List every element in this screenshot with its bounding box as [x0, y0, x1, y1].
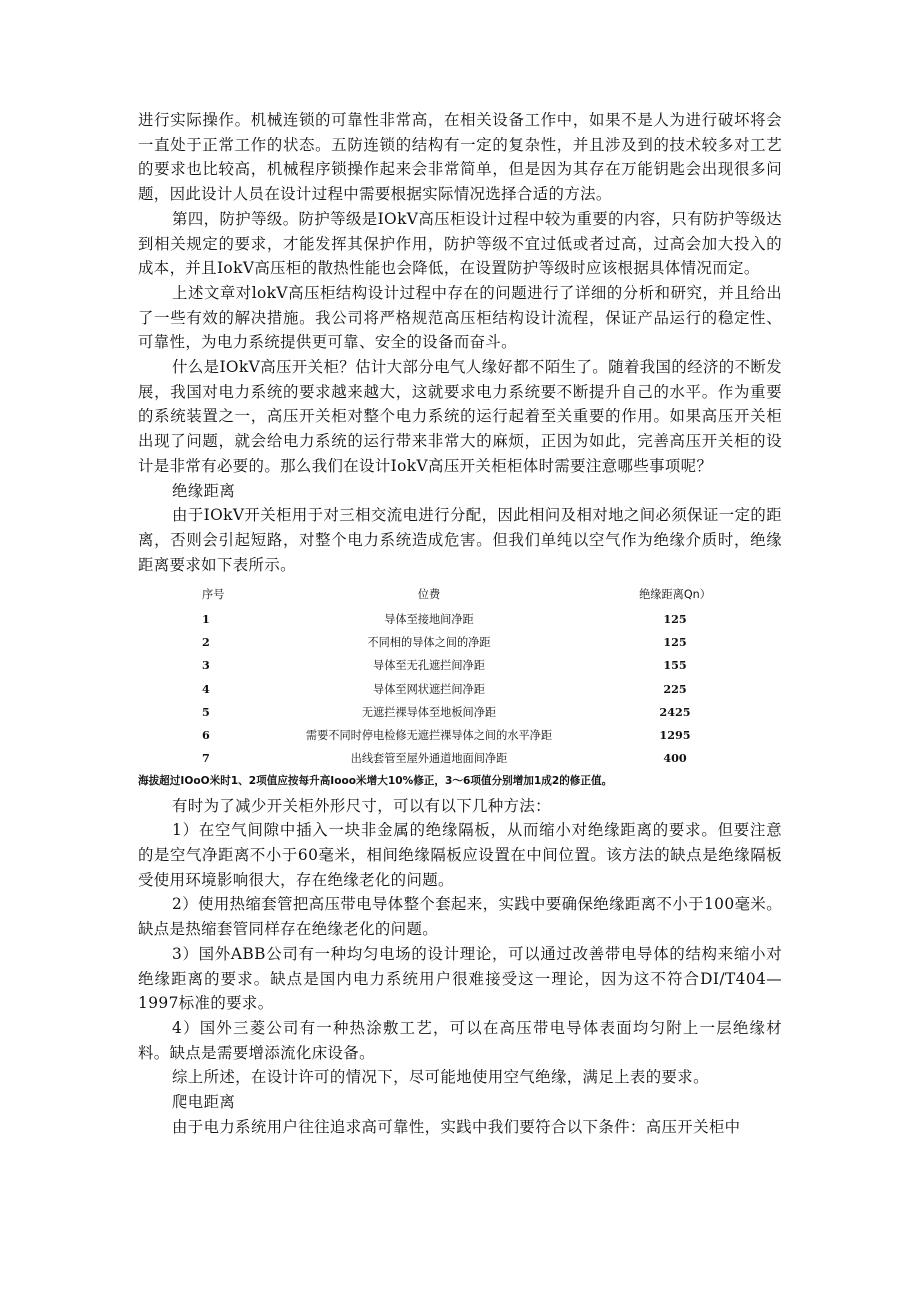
row-distance: 155	[663, 658, 687, 673]
paragraph: 1）在空气间隙中插入一块非金属的绝缘隔板，从而缩小对绝缘距离的要求。但要注意的是空气净距离不小于60毫米，相间绝缘隔板应设置在中间位置。该方法的缺点是绝缘隔板受使用环境影响很大，存在绝缘老化的问题。	[138, 821, 782, 889]
table-row	[190, 746, 730, 769]
row-position: 需要不同时停电检修无遮拦裸导体之间的水平净距	[305, 728, 553, 742]
table-row	[190, 700, 730, 723]
row-number: 4	[202, 681, 210, 696]
section-heading-insulation: 绝缘距离	[172, 481, 236, 500]
row-distance: 125	[663, 635, 687, 650]
paragraph: 第四，防护等级。防护等级是IOkV高压柜设计过程中较为重要的内容，只有防护等级达到相关规定的要求，才能发挥其保护作用，防护等级不宜过低或者过高，过高会加大投入的成本，并且IokV高压柜的散热性能也会降低，在设置防护等级时应该根据具体情况而定。	[138, 209, 782, 278]
row-position: 无遮拦裸导体至地板间净距	[361, 705, 497, 719]
section-heading-creepage: 爬电距离	[172, 1093, 236, 1112]
row-number: 5	[202, 704, 210, 719]
row-position: 导体至无孔遮拦间净距	[373, 659, 485, 673]
insulation-distance-table	[190, 581, 730, 769]
column-header-no: 序号	[202, 588, 225, 602]
paragraph: 有时为了减少开关柜外形尺寸，可以有以下几种方法：	[172, 796, 551, 815]
paragraph: 什么是IOkV高压开关柜？估计大部分电气人缘好都不陌生了。随着我国的经济的不断发展，我国对电力系统的要求越来越大，这就要求电力系统要不断提升自己的水平。作为重要的系统装置之一，高压开关柜对整个电力系统的运行起着至关重要的作用。如果高压开关柜出现了问题，就会给电力系统的运行带来非常大的麻烦，正因为如此，完善高压开关柜的设计是非常有必要的。那么我们在设计IokV高压开关柜柜体时需要注意哪些事项呢？	[138, 358, 782, 475]
paragraph: 4）国外三菱公司有一种热涂敷工艺，可以在高压带电导体表面均匀附上一层绝缘材料。缺点是需要增添流化床设备。	[138, 1019, 782, 1062]
paragraph: 进行实际操作。机械连锁的可靠性非常高，在相关设备工作中，如果不是人为进行破坏将会一直处于正常工作的状态。五防连锁的结构有一定的复杂性，并且涉及到的技术较多对工艺的要求也比较高，机械程序锁操作起来会非常简单，但是因为其存在万能钥匙会出现很多问题，因此设计人员在设计过程中需要根据实际情况选择合适的方法。	[138, 111, 782, 204]
table-note: 海拔超过IOoO米时1、2项值应按每升高Iooo米增大10%修正，3〜6项值分别增加1成2的修正值。	[138, 774, 613, 787]
row-distance: 125	[663, 611, 687, 626]
row-distance: 2425	[659, 704, 691, 719]
paragraph: 2）使用热缩套管把高压带电导体整个套起来，实践中要确保绝缘距离不小于100毫米。缺点是热缩套管同样存在绝缘老化的问题。	[138, 895, 782, 939]
row-position: 导体至接地间净距	[384, 612, 474, 626]
paragraph: 由于IOkV开关柜用于对三相交流电进行分配，因此相问及相对地之间必须保证一定的距离，否则会引起短路，对整个电力系统造成危害。但我们单纯以空气作为绝缘介质时，绝缘距离要求如下表所示。	[138, 506, 782, 574]
row-number: 2	[202, 635, 210, 650]
paragraph: 上述文章对lokV高压柜结构设计过程中存在的问题进行了详细的分析和研究，并且给出了一些有效的解决措施。我公司将严格规范高压柜结构设计流程，保证产品运行的稳定性、可靠性，为电力系统提供更可靠、安全的设备而奋斗。	[138, 283, 782, 352]
document-page	[138, 108, 782, 1140]
table-row	[190, 654, 730, 677]
column-header-distance: 绝缘距离Qn）	[639, 588, 711, 602]
paragraph: 3）国外ABB公司有一种均匀电场的设计理论，可以通过改善带电导体的结构来缩小对绝缘距离的要求。缺点是国内电力系统用户很难接受这一理论，因为这不符合DI/T404—1997标准的要求。	[138, 944, 782, 1013]
row-position: 导体至网状遮拦间净距	[373, 682, 485, 696]
table-row	[190, 631, 730, 654]
column-header-position: 位费	[417, 588, 441, 602]
paragraph: 综上所述，在设计许可的情况下，尽可能地使用空气绝缘，满足上表的要求。	[172, 1068, 709, 1087]
table-row	[190, 607, 730, 630]
row-distance: 1295	[659, 727, 691, 742]
row-distance: 225	[663, 681, 687, 696]
row-distance: 400	[663, 751, 687, 766]
paragraph: 由于电力系统用户往往追求高可靠性，实践中我们要符合以下条件：高压开关柜中	[172, 1117, 741, 1136]
table-header-row	[190, 581, 730, 607]
table-row	[190, 723, 730, 746]
row-number: 7	[202, 751, 210, 766]
row-position: 不同相的导体之间的净距	[367, 636, 491, 650]
row-number: 1	[202, 611, 210, 626]
row-position: 出线套管至屋外通道地面间净距	[350, 752, 508, 766]
row-number: 6	[202, 727, 210, 742]
table-row	[190, 677, 730, 700]
row-number: 3	[202, 658, 210, 673]
